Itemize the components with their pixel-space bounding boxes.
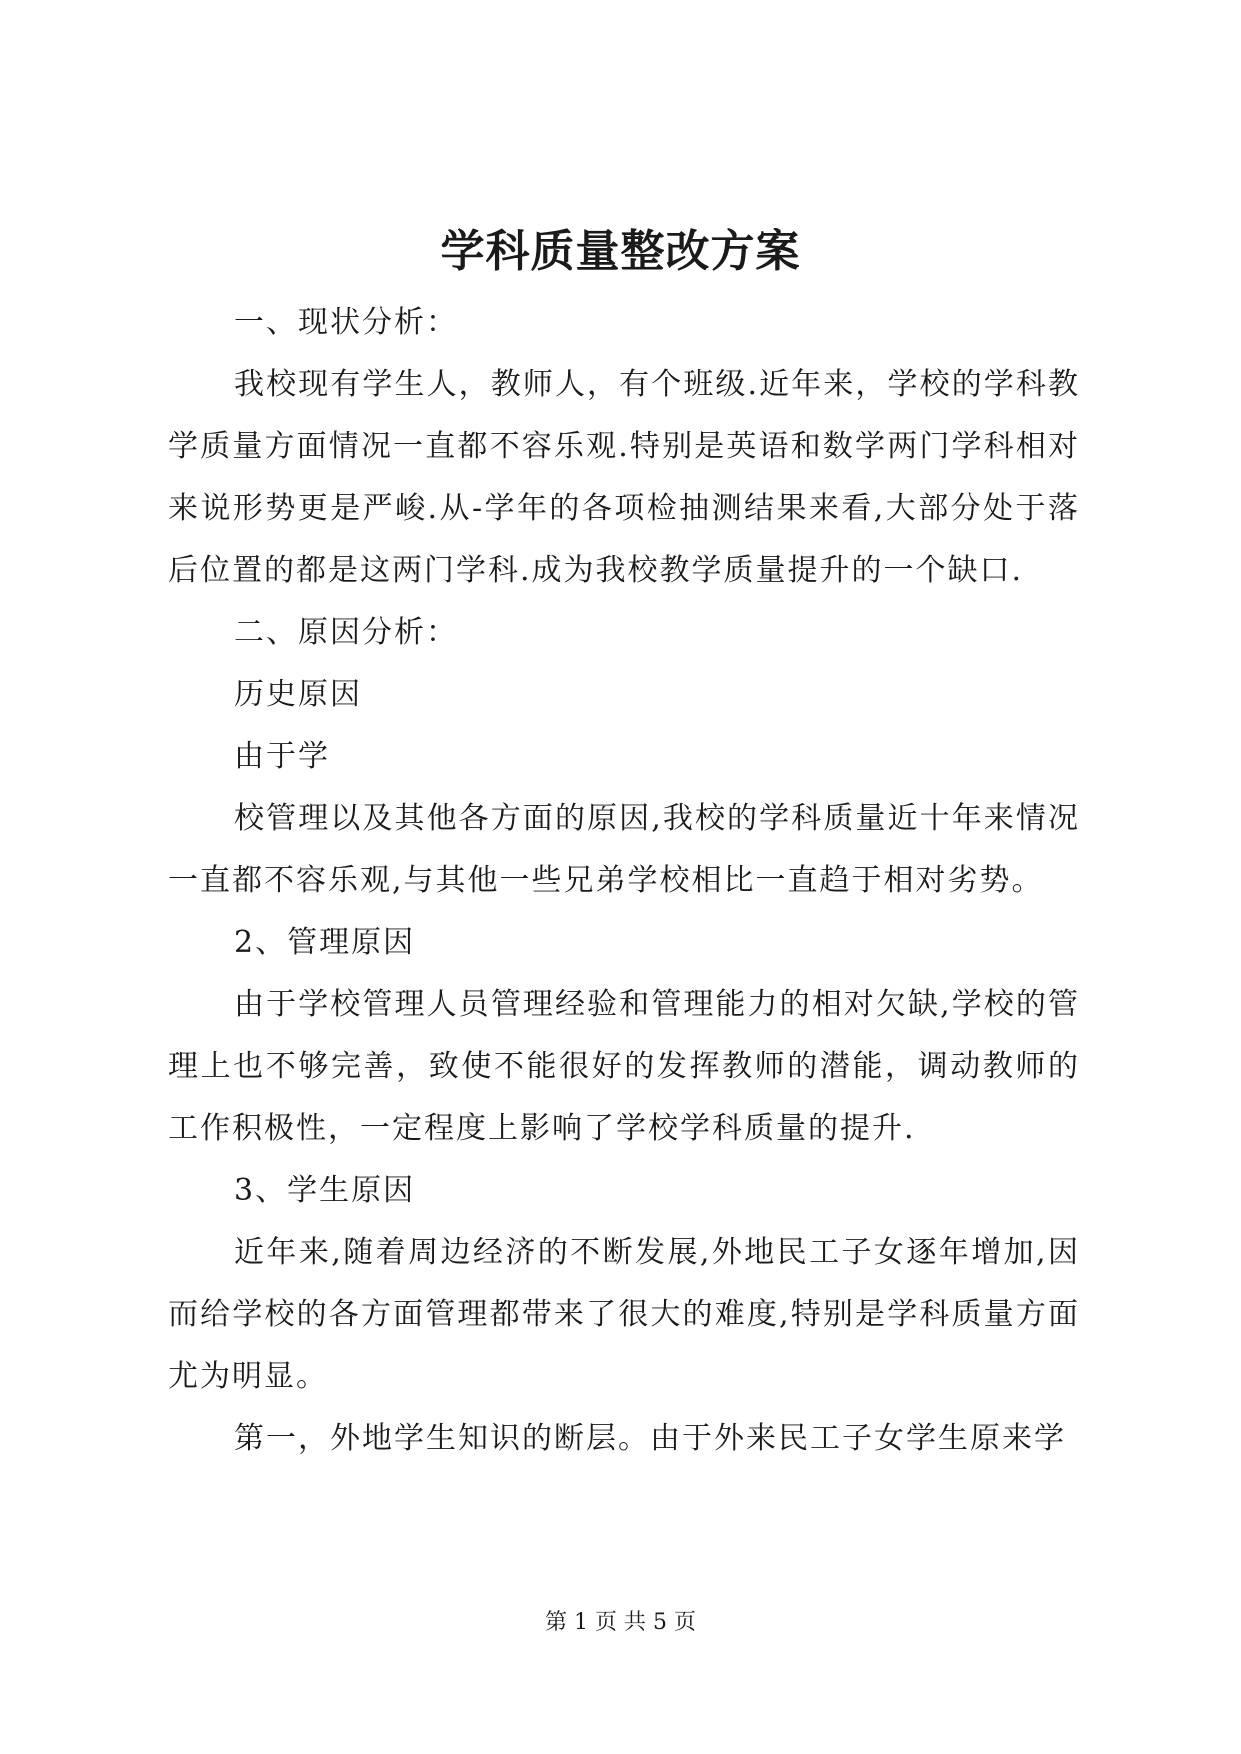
heading-status-analysis: 一、现状分析： <box>234 305 458 340</box>
document-title: 学科质量整改方案 <box>440 226 801 277</box>
page-number-footer: 第 1 页 共 5 页 <box>545 1610 696 1635</box>
paragraph-fragment: 由于学 <box>234 739 330 774</box>
paragraph-management: 由于学校管理人员管理经验和管理能力的相对欠缺,学校的管理上也不够完善，致使不能很好的发挥教师的潜能，调动教师的工作积极性，一定程度上影响了学校学科质量的提升. <box>168 987 1080 1146</box>
paragraph-historical: 校管理以及其他各方面的原因,我校的学科质量近十年来情况一直都不容乐观,与其他一些兄弟学校相比一直趋于相对劣势。 <box>168 801 1080 898</box>
heading-historical-cause: 历史原因 <box>234 677 362 712</box>
heading-student-cause: 3、学生原因 <box>234 1173 416 1208</box>
heading-management-cause: 2、管理原因 <box>234 925 416 960</box>
heading-cause-analysis: 二、原因分析： <box>234 615 458 650</box>
paragraph-first-point: 第一，外地学生知识的断层。由于外来民工子女学生原来学 <box>234 1421 1066 1456</box>
document-body <box>168 292 1080 1470</box>
paragraph-status: 我校现有学生人，教师人，有个班级.近年来，学校的学科教学质量方面情况一直都不容乐观.特别是英语和数学两门学科相对来说形势更是严峻.从-学年的各项检抽测结果来看,大部分处于落后位置的都是这两门学科.成为我校教学质量提升的一个缺口. <box>168 367 1080 588</box>
paragraph-student: 近年来,随着周边经济的不断发展,外地民工子女逐年增加,因而给学校的各方面管理都带来了很大的难度,特别是学科质量方面尤为明显。 <box>168 1235 1080 1394</box>
